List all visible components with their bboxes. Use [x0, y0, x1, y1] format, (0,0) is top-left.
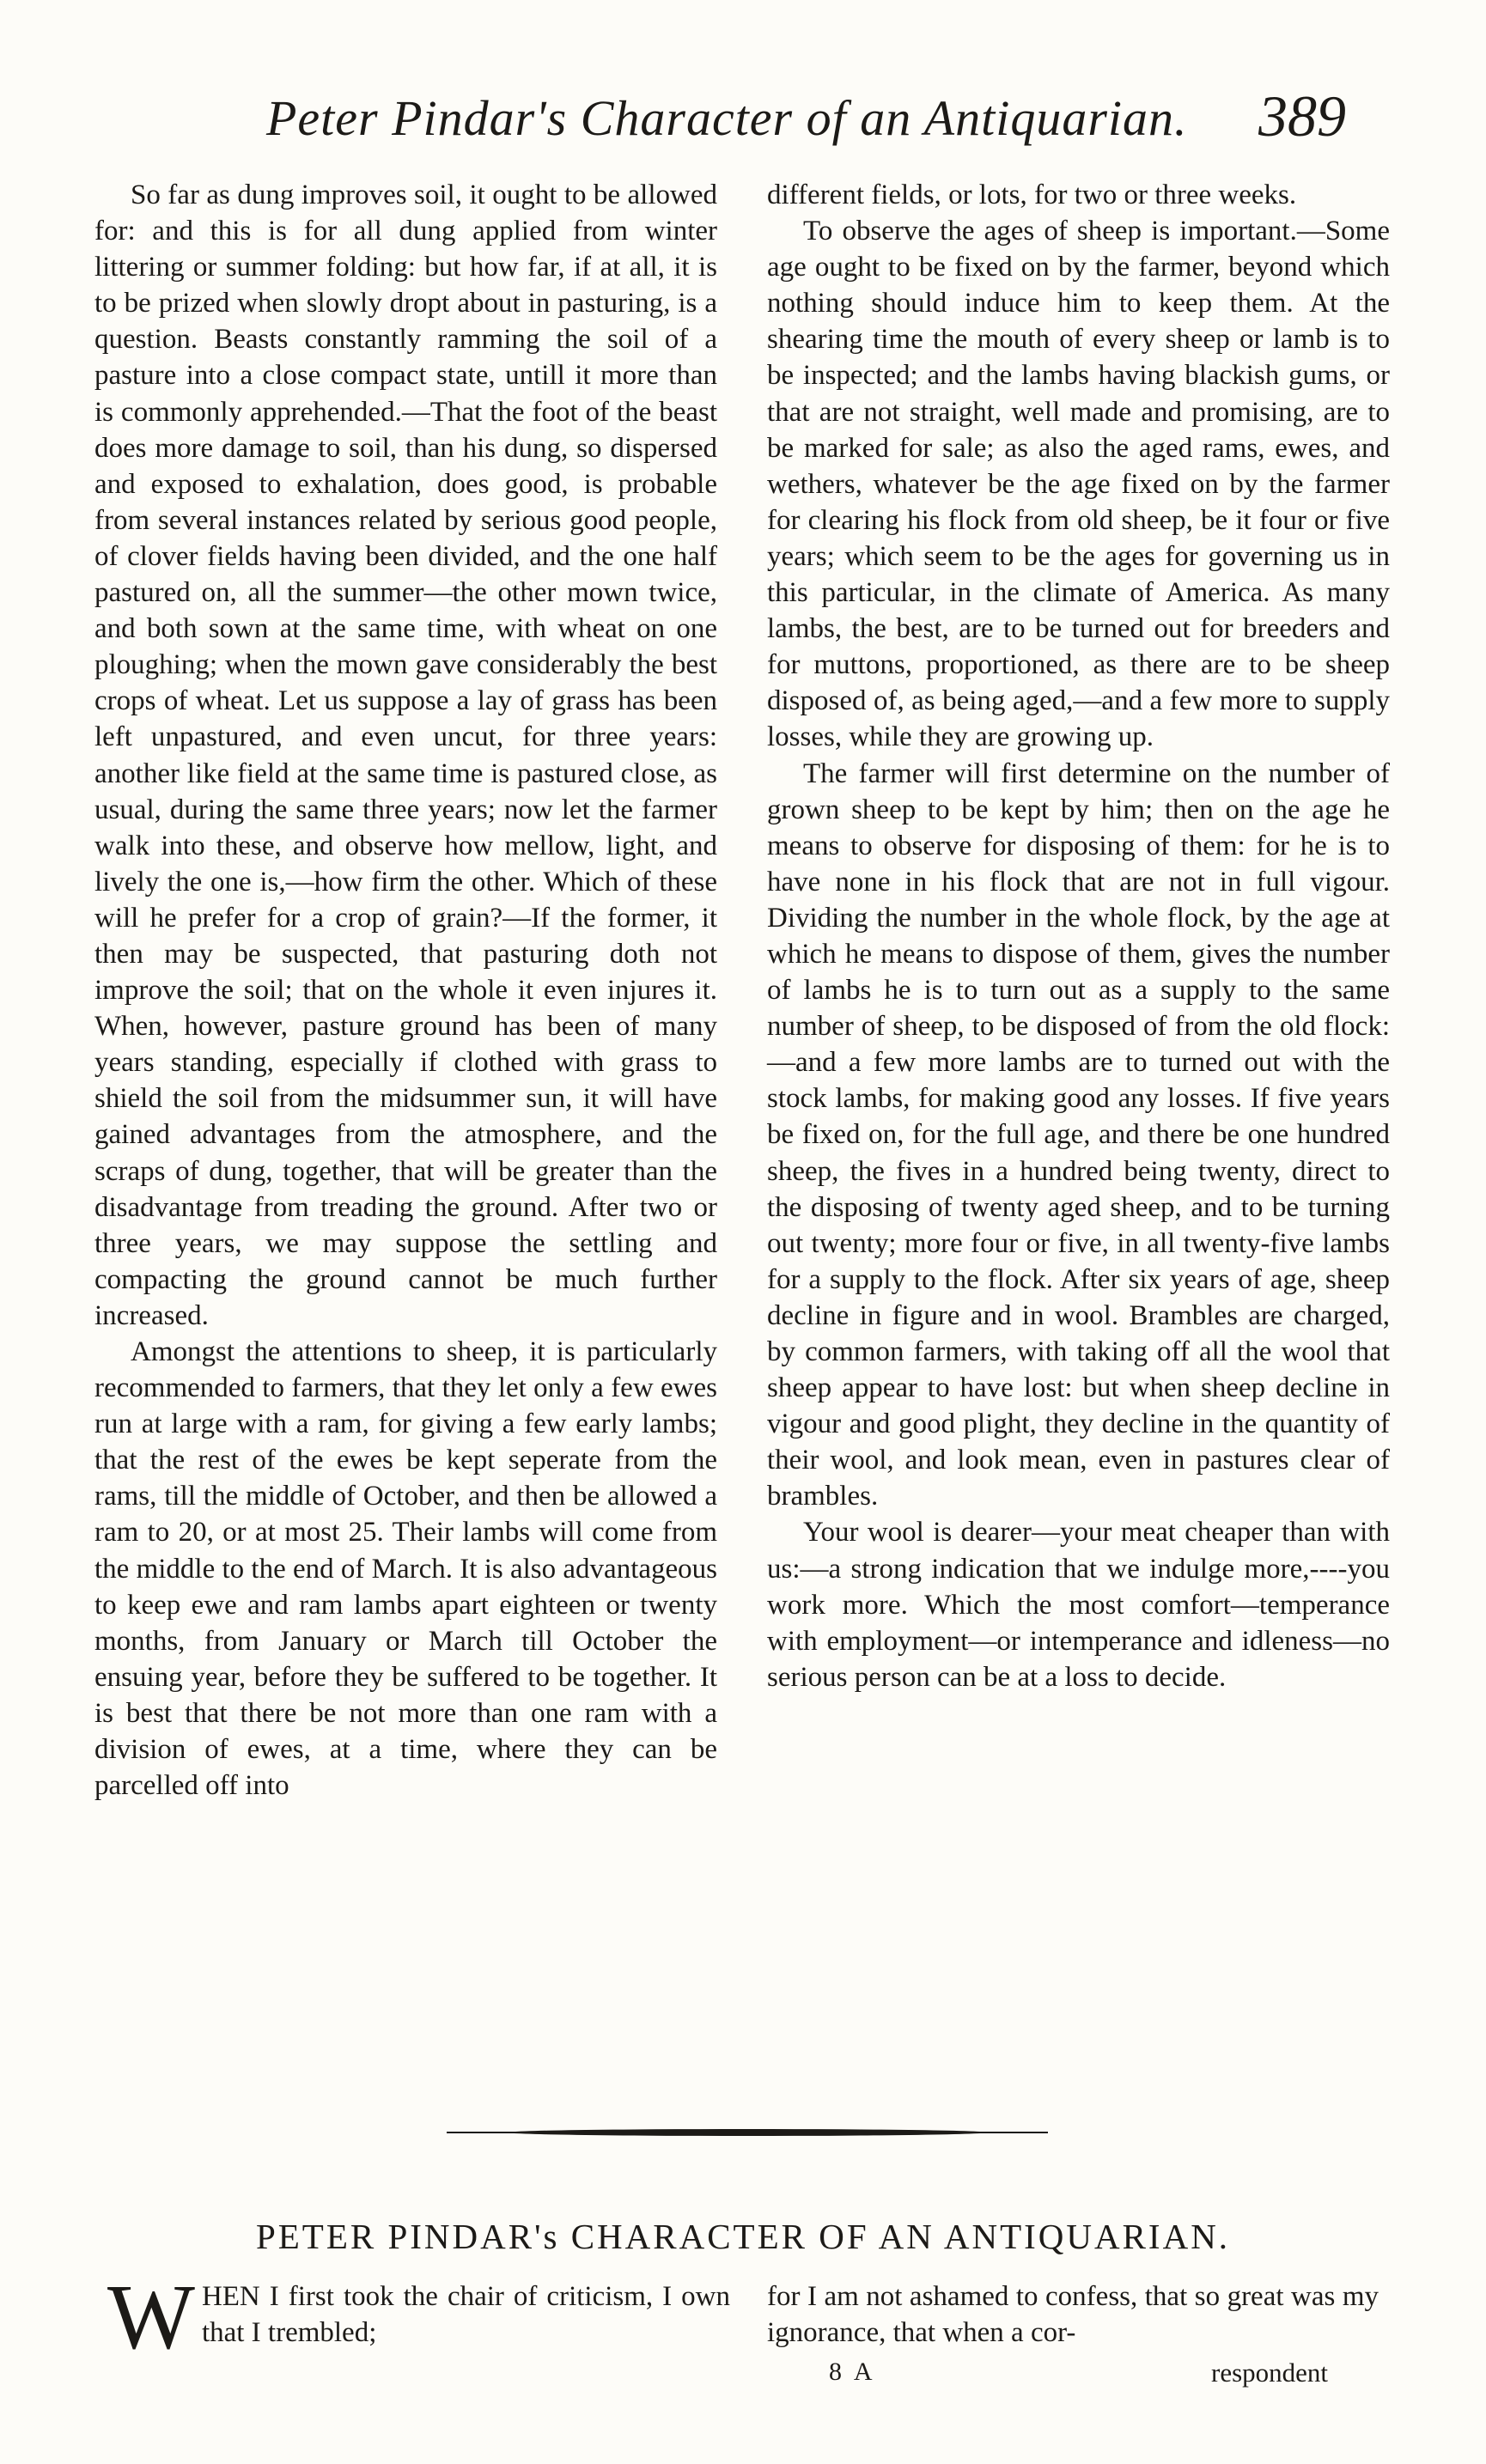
paragraph: To observe the ages of sheep is important.—Some age ought to be fixed on by the farmer, beyond which nothing should induce him to keep them. At the shearing time the mouth of every sheep or lamb is to be inspected; and the lambs having blackish gums, or that are not straight, well made and promising, are to be marked for sale; as also the aged rams, ewes, and wethers, whatever be the age fixed on by the farmer for clearing his flock from old sheep, be it four or five years; which seem to be the ages for governing us in this particular, in the climate of America. As many lambs, the best, are to be turned out for breeders and for muttons, proportioned, as there are to be sheep disposed of, as being aged,—and a few more to supply losses, while they are growing up.	[767, 216, 1390, 753]
paragraph: The farmer will first determine on the number of grown sheep to be kept by him; then on the age he means to observe for disposing of them: for he is to have none in his flock that are not in full vigour. Dividing the number in the whole flock, by the age at which he means to dispose of them, gives the number of lambs he is to turn out as a supply to the same number of sheep, to be disposed of from the old flock:—and a few more lambs are to turned out with the stock lambs, for making good any losses. If five years be fixed on, for the full age, and there be one hundred sheep, the fives in a hundred being twenty, direct to the disposing of twenty aged sheep, and to be turning out twenty; more four or five, in all twenty-five lambs for a supply to the flock. After six years of age, sheep decline in figure and in wool. Brambles are charged, by common farmers, with taking off all the wool that sheep appear to have lost: but when sheep decline in vigour and good plight, they decline in the quantity of their wool, and look mean, even in pastures clear of brambles.	[767, 757, 1390, 1512]
paragraph: Your wool is dearer—your meat cheaper than with us:—a strong indication that we indulge more,----you work more. Which the most comfort—temperance with employment—or intemperance and idleness—no serious person can be at a loss to decide.	[767, 1517, 1390, 1693]
paragraph: different fields, or lots, for two or three weeks.	[767, 179, 1297, 210]
page-number: 389	[1258, 83, 1346, 149]
running-title: Peter Pindar's Character of an Antiquarian.	[266, 90, 1188, 146]
opening-text: HEN I first took the chair of criticism, I own that I trembled;	[201, 2281, 730, 2348]
right-column	[767, 177, 1390, 1695]
signature-mark: 8 A	[829, 2358, 876, 2386]
paragraph: Amongst the attentions to sheep, it is particularly recommended to farmers, that they let only a few ewes run at large with a ram, for giving a few early lambs; that the rest of the ewes be kept seperate from the rams, till the middle of October, and then be allowed a ram to 20, or at most 25. Their lambs will come from the middle to the end of March. It is also advantageous to keep ewe and ram lambs apart eighteen or twenty months, from January or March till October the ensuing year, before they be suffered to be together. It is best that there be not more than one ram with a division of ewes, at a time, where they can be parcelled off into	[94, 1336, 717, 1802]
article-title: PETER PINDAR's CHARACTER OF AN ANTIQUARIAN.	[255, 2217, 1231, 2256]
page-header	[0, 74, 1486, 168]
article-opening-left	[107, 2266, 730, 2369]
section-divider	[507, 2129, 988, 2136]
paragraph: So far as dung improves soil, it ought to be allowed for: and this is for all dung applied from winter littering or summer folding: but how far, if at all, it is to be prized when slowly dropt about in pasturing, is a question. Beasts constantly ramming the soil of a pasture into a close compact state, untill it more than is commonly apprehended.—That the foot of the beast does more damage to soil, than his dung, so dispersed and exposed to exhalation, does good, is probable from several instances related by serious good people, of clover fields having been divided, and the one half pastured on, all the summer—the other mown twice, and both sown at the same time, with wheat on one ploughing; when the mown gave considerably the best crops of wheat. Let us suppose a lay of grass has been left unpastured, and even uncut, for three years: another like field at the same time is pastured close, as usual, during the same three years; now let the farmer walk into these, and observe how mellow, light, and lively the one is,—how firm the other. Which of these will he prefer for a crop of grain?—If the former, it then may be suspected, that pasturing doth not improve the soil; that on the whole it even injures it. When, however, pasture ground has been of many years standing, especially if clothed with grass to shield the soil from the midsummer sun, it will have gained advantages from the atmosphere, and the scraps of dung, together, that will be greater than the disadvantage from treading the ground. After two or three years, we may suppose the settling and compacting the ground cannot be much further increased.	[94, 179, 717, 1331]
drop-cap: W	[107, 2266, 195, 2369]
catchword: respondent	[1211, 2358, 1329, 2388]
left-column	[94, 177, 717, 1804]
article-opening-right: for I am not ashamed to confess, that so great was my ignorance, that when a cor-	[767, 2281, 1379, 2348]
